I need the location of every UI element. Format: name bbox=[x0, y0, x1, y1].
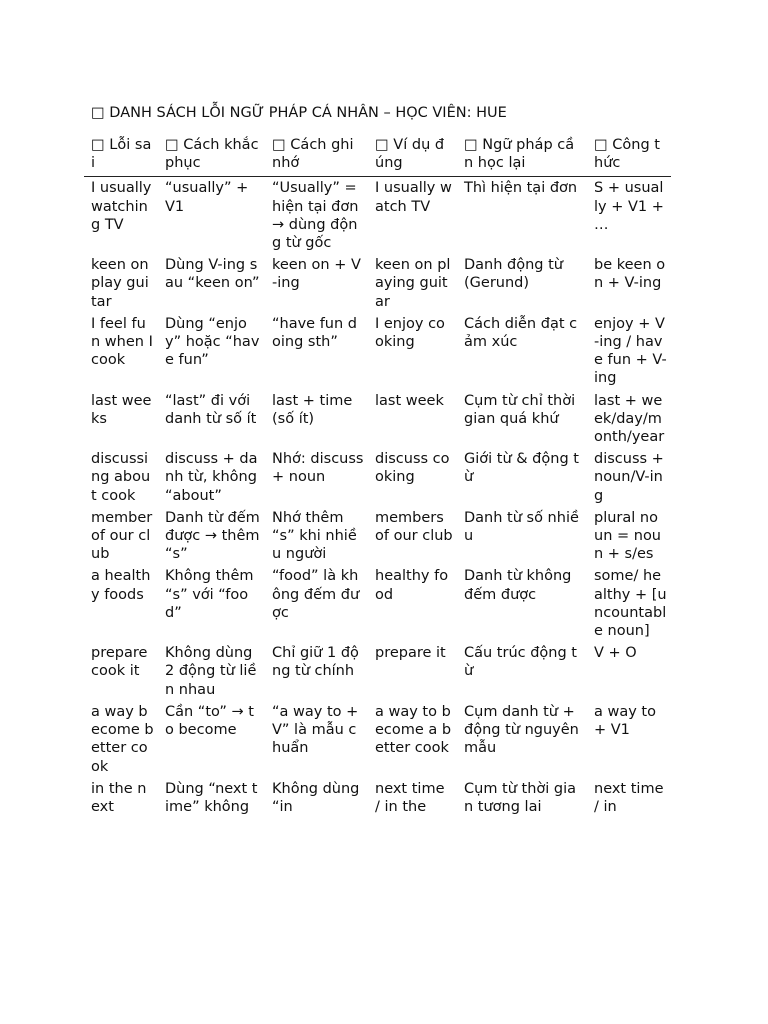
table-row bbox=[84, 780, 671, 820]
error-cell: prepare cook it bbox=[91, 645, 148, 680]
header-row bbox=[84, 136, 671, 177]
memory-tip-cell: “Usually” = hiện tại đơn → dùng động từ gốc bbox=[272, 180, 359, 252]
formula-cell: S + usually + V1 + … bbox=[594, 180, 664, 233]
correct-example-cell: next time / in the bbox=[375, 780, 445, 815]
formula-cell: plural noun = noun + s/es bbox=[594, 509, 661, 563]
grammar-topic-cell: Cách diễn đạt cảm xúc bbox=[464, 315, 578, 351]
memory-tip-cell: keen on + V-ing bbox=[272, 257, 361, 292]
formula-cell: discuss + noun/V-ing bbox=[594, 451, 664, 504]
correct-example-cell: healthy food bbox=[375, 568, 449, 603]
grammar-topic-cell: Giới từ & động từ bbox=[464, 451, 579, 486]
table-row bbox=[84, 567, 671, 644]
memory-tip-cell: Không dùng “in bbox=[272, 780, 360, 815]
document-title: □ DANH SÁCH LỖI NGỮ PHÁP CÁ NHÂN – HỌC VIÊN: HUE bbox=[91, 105, 507, 121]
error-cell: last weeks bbox=[91, 392, 152, 427]
header-memory-tip: □ Cách ghi nhớ bbox=[265, 136, 368, 177]
memory-tip-cell: Nhớ thêm “s” khi nhiều người bbox=[272, 509, 357, 563]
memory-tip-cell: Nhớ: discuss + noun bbox=[272, 451, 364, 486]
table-header bbox=[84, 136, 671, 177]
fix-cell: Dùng “next time” không bbox=[165, 780, 258, 815]
error-cell: a healthy foods bbox=[91, 568, 151, 603]
fix-cell: Cần “to” → to become bbox=[165, 703, 254, 739]
formula-cell: be keen on + V-ing bbox=[594, 257, 666, 292]
grammar-topic-cell: Cụm từ chỉ thời gian quá khứ bbox=[464, 392, 576, 427]
correct-example-cell: last week bbox=[375, 392, 444, 409]
table-row bbox=[84, 256, 671, 315]
table-row bbox=[84, 392, 671, 451]
error-cell: in the next bbox=[91, 780, 147, 815]
memory-tip-cell: Chỉ giữ 1 động từ chính bbox=[272, 645, 359, 680]
header-formula: □ Công thức bbox=[587, 136, 671, 177]
grammar-topic-cell: Danh từ số nhiều bbox=[464, 509, 579, 545]
fix-cell: Danh từ đếm được → thêm “s” bbox=[165, 509, 260, 563]
formula-cell: next time / in bbox=[594, 780, 664, 815]
correct-example-cell: keen on playing guitar bbox=[375, 257, 451, 310]
memory-tip-cell: “have fun doing sth” bbox=[272, 315, 357, 351]
table-row bbox=[84, 644, 671, 703]
grammar-topic-cell: Danh từ không đếm được bbox=[464, 568, 572, 603]
grammar-error-table bbox=[84, 136, 671, 820]
fix-cell: discuss + danh từ, không “about” bbox=[165, 451, 258, 504]
table-body bbox=[84, 177, 671, 820]
fix-cell: “usually” + V1 bbox=[165, 180, 249, 215]
grammar-topic-cell: Danh động từ (Gerund) bbox=[464, 257, 563, 292]
correct-example-cell: I enjoy cooking bbox=[375, 315, 445, 351]
memory-tip-cell: “food” là không đếm được bbox=[272, 568, 360, 621]
table-row bbox=[84, 315, 671, 392]
grammar-topic-cell: Thì hiện tại đơn bbox=[464, 180, 578, 197]
fix-cell: Dùng “enjoy” hoặc “have fun” bbox=[165, 315, 260, 369]
error-cell: discussing about cook bbox=[91, 451, 151, 504]
error-cell: I feel fun when I cook bbox=[91, 315, 153, 369]
error-cell: a way become better cook bbox=[91, 703, 154, 775]
header-error: □ Lỗi sai bbox=[84, 136, 158, 177]
formula-cell: last + week/day/month/year bbox=[594, 392, 665, 446]
table-row bbox=[84, 703, 671, 780]
table-row bbox=[84, 450, 671, 509]
fix-cell: Không dùng 2 động từ liền nhau bbox=[165, 645, 257, 698]
error-cell: member of our club bbox=[91, 509, 153, 563]
table-row bbox=[84, 509, 671, 568]
table-row bbox=[84, 177, 671, 256]
formula-cell: a way to + V1 bbox=[594, 703, 656, 739]
correct-example-cell: members of our club bbox=[375, 509, 453, 545]
correct-example-cell: a way to become a better cook bbox=[375, 703, 452, 757]
formula-cell: enjoy + V-ing / have fun + V-ing bbox=[594, 315, 667, 387]
grammar-topic-cell: Cụm từ thời gian tương lai bbox=[464, 780, 577, 815]
header-fix: □ Cách khắc phục bbox=[158, 136, 265, 177]
memory-tip-cell: last + time (số ít) bbox=[272, 392, 353, 427]
fix-cell: “last” đi với danh từ số ít bbox=[165, 392, 257, 427]
header-correct-example: □ Ví dụ đúng bbox=[368, 136, 457, 177]
formula-cell: V + O bbox=[594, 645, 637, 662]
correct-example-cell: I usually watch TV bbox=[375, 180, 452, 215]
error-cell: I usually watching TV bbox=[91, 180, 152, 233]
fix-cell: Dùng V-ing sau “keen on” bbox=[165, 257, 260, 292]
error-cell: keen on play guitar bbox=[91, 257, 149, 310]
grammar-topic-cell: Cấu trúc động từ bbox=[464, 645, 577, 680]
header-grammar-topic: □ Ngữ pháp cần học lại bbox=[457, 136, 587, 177]
correct-example-cell: discuss cooking bbox=[375, 451, 450, 486]
grammar-topic-cell: Cụm danh từ + động từ nguyên mẫu bbox=[464, 703, 579, 757]
fix-cell: Không thêm “s” với “food” bbox=[165, 568, 254, 621]
correct-example-cell: prepare it bbox=[375, 645, 446, 662]
formula-cell: some/ healthy + [uncountable noun] bbox=[594, 568, 667, 640]
memory-tip-cell: “a way to + V” là mẫu chuẩn bbox=[272, 703, 359, 757]
